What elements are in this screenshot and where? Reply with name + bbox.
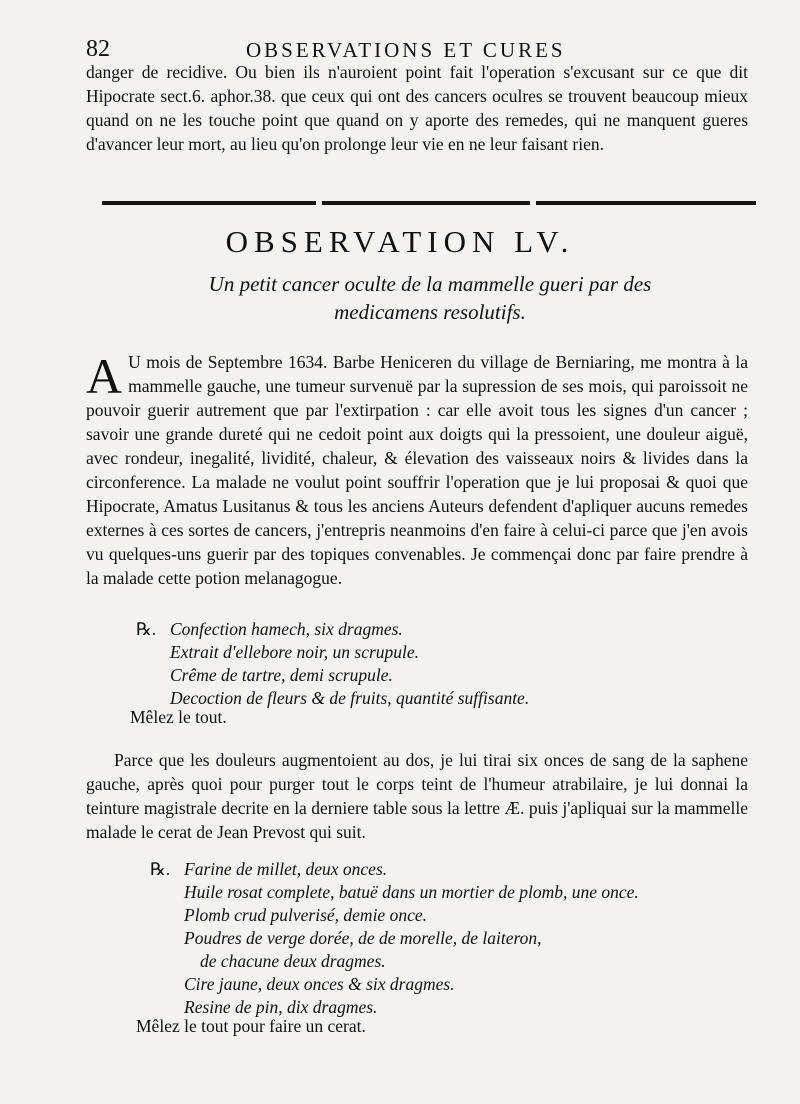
recipe-ingredient: Huile rosat complete, batuë dans un mortier de plomb, une once. [184, 882, 639, 902]
running-title: OBSERVATIONS ET CURES [246, 38, 566, 62]
rx-symbol: ℞. [150, 859, 171, 879]
recipe-ingredient: Confection hamech, six dragmes. [170, 619, 403, 639]
carry-over-paragraph: danger de recidive. Ou bien ils n'auroient point fait l'operation s'excusant sur ce que dit Hipocrate sect.6. aphor.38. que ceux qui ont des cancers oculres se trouvent beaucoup mieux quand on ne les touche point que quand on y aporte des remedes, qui ne manquent gueres d'avancer leur mort, au lieu qu'on prolonge leur vie en ne leur faisant rien. [86, 62, 748, 154]
recipe-ingredient: Decoction de fleurs & de fruits, quantité suffisante. [170, 688, 530, 708]
recipe-ingredient: Extrait d'ellebore noir, un scrupule. [170, 642, 420, 662]
recipe-potion [136, 618, 529, 710]
section-divider-rule [102, 201, 756, 205]
recipe-ingredient: Farine de millet, deux onces. [184, 859, 388, 879]
recipe-ingredient: Resine de pin, dix dragmes. [184, 997, 378, 1017]
treatment-paragraph: Parce que les douleurs augmentoient au dos, je lui tirai six onces de sang de la saphene gauche, après quoi pour purger tout le corps teint de l'humeur atrabilaire, je lui donnai la teinture magistrale decrite en la derniere table sous la lettre Æ. puis j'apliquai sur la mammelle malade le cerat de Jean Prevost qui suit. [86, 750, 748, 842]
recipe-mix-instruction: Mêlez le tout. [130, 707, 227, 727]
observation-heading: OBSERVATION LV. [225, 224, 575, 259]
recipe-line [150, 858, 639, 881]
recipe-ingredient: Cire jaune, deux onces & six dragmes. [184, 974, 455, 994]
rule-gap [316, 200, 322, 206]
recipe-mix-instruction: Mêlez le tout pour faire un cerat. [136, 1016, 366, 1036]
page-number: 82 [86, 36, 110, 62]
recipe-ingredient: Poudres de verge dorée, de de morelle, de laiteron, [184, 928, 542, 948]
recipe-line [136, 618, 529, 641]
case-paragraph-text: U mois de Septembre 1634. Barbe Heniceren du village de Berniaring, me montra à la mammelle gauche, une tumeur survenuë par la supression de ses mois, qui paroissoit ne pouvoir guerir autrement que par l'extirpation : car elle avoit tous les signes d'un cancer ; savoir une grande dureté qui ne cedoit point aux doigts qui la pressoient, une douleur aiguë, avec rondeur, inegalité, lividité, chaleur, & élevation des vaisseaux noirs & livides dans la circonference. La malade ne voulut point souffrir l'operation que je lui proposai & quoi que Hipocrate, Amatus Lusitanus & tous les anciens Auteurs defendent d'apliquer aucuns remedes externes à ces sortes de cancers, j'entrepris neanmoins d'en faire à celui-ci parce que j'en avois vu quelques-uns guerir par des topiques convenables. Je commençai donc par faire prendre à la malade cette potion melanagogue. [86, 352, 748, 588]
rule-gap [530, 200, 536, 206]
subtitle-line: Un petit cancer oculte de la mammelle gueri par des [208, 272, 652, 296]
rx-symbol: ℞. [136, 619, 157, 639]
case-paragraph [86, 350, 748, 590]
recipe-ingredient: Plomb crud pulverisé, demie once. [184, 905, 427, 925]
recipe-ingredient: Crême de tartre, demi scrupule. [170, 665, 393, 685]
observation-subtitle [150, 270, 710, 326]
subtitle-line: medicamens resolutifs. [334, 300, 526, 324]
drop-cap: A [86, 348, 123, 404]
recipe-ingredient: de chacune deux dragmes. [200, 951, 386, 971]
recipe-cerat [150, 858, 639, 1019]
